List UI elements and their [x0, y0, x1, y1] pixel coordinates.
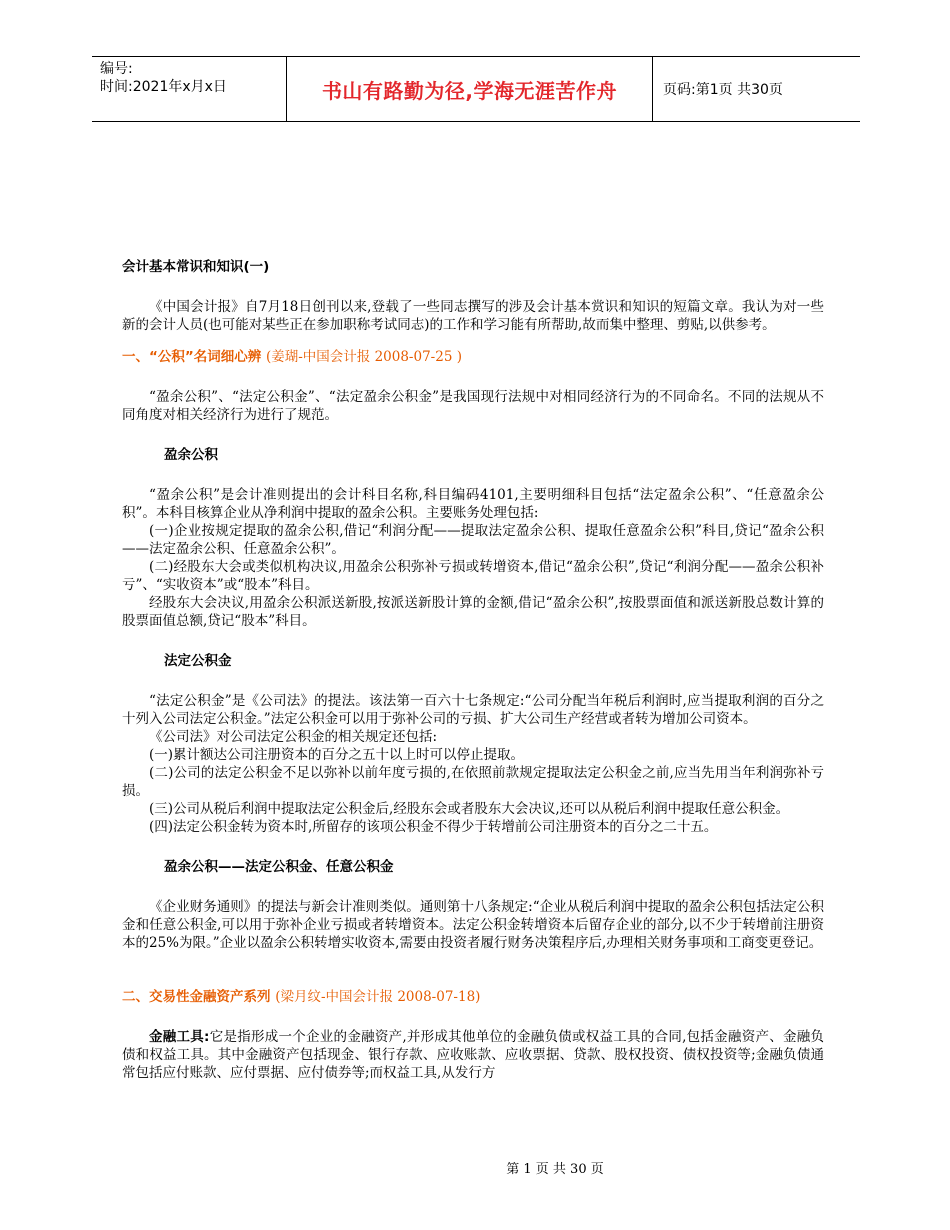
subheading-surplus-reserve: 盈余公积: [164, 447, 218, 463]
statutory-paragraph: (四)法定公积金转为资本时,所留存的该项公积金不得少于转增前公司注册资本的百分之二十五。: [149, 819, 718, 835]
intro-paragraph: 《中国会计报》自7月18日创刊以来,登载了一些同志撰写的涉及会计基本赏识和知识的短篇文章。我认为对一些新的会计人员(也可能对某些正在参加职称考试同志)的工作和学习能有所帮助,故而集中整理、剪贴,以供参考。: [122, 299, 824, 333]
header-meta: [92, 57, 287, 121]
general-rules-paragraph: 《企业财务通则》的提法与新会计准则类似。通则第十八条规定:“企业从税后利润中提取的盈余公积包括法定公积金和任意公积金,可以用于弥补企业亏损或者转增资本。法定公积金转增资本后留存企业的部分,以不少于转增前注册资本的25%为限。”企业以盈余公积转增实收资本,需要由投资者履行财务决策程序后,办理相关财务事项和工商变更登记。: [122, 899, 824, 951]
surplus-paragraph: (二)经股东大会或类似机构决议,用盈余公积弥补亏损或转增资本,借记“盈余公积”,贷记“利润分配——盈余公积补亏”、“实收资本”或“股本”科目。: [122, 559, 824, 593]
statutory-paragraph: (二)公司的法定公积金不足以弥补以前年度亏损的,在依照前款规定提取法定公积金之前,应当先用当年利润弥补亏损。: [122, 765, 824, 799]
statutory-paragraph: (三)公司从税后利润中提取法定公积金后,经股东会或者股东大会决议,还可以从税后利润中提取任意公积金。: [149, 801, 790, 817]
page-header: [92, 56, 860, 122]
document-body: [122, 258, 824, 1082]
page-footer: 第 1 页 共 30 页: [506, 1162, 604, 1177]
subheading-surplus-statutory: 盈余公积——法定公积金、任意公积金: [164, 859, 394, 875]
statutory-paragraph: 《公司法》对公司法定公积金的相关规定还包括:: [149, 729, 438, 745]
surplus-paragraph: (一)企业按规定提取的盈余公积,借记“利润分配——提取法定盈余公积、提取任意盈余公积”科目,贷记“盈余公积——法定盈余公积、任意盈余公积”。: [122, 523, 824, 557]
doc-title: 会计基本常识和知识(一): [122, 259, 270, 275]
financial-instrument-paragraph: [122, 1028, 824, 1082]
section-1-heading: [122, 348, 824, 366]
section-1-title: 一、“公积”名词细心辨: [122, 349, 262, 365]
doc-time-label: 时间:2021年x月x日: [100, 79, 227, 95]
section-2-heading: [122, 988, 824, 1006]
section-2-source: (梁月纹-中国会计报 2008-07-18): [275, 989, 481, 1005]
doc-number-label: 编号:: [100, 61, 133, 77]
surplus-paragraph: 经股东大会决议,用盈余公积派送新股,按派送新股计算的金额,借记“盈余公积”,按股票面值和派送新股总数计算的股票面值总额,贷记“股本”科目。: [122, 595, 824, 629]
statutory-paragraph: “法定公积金”是《公司法》的提法。该法第一百六十七条规定:“公司分配当年税后利润时,应当提取利润的百分之十列入公司法定公积金。”法定公积金可以用于弥补公司的亏损、扩大公司生产经营或者转为增加公司资本。: [122, 693, 824, 727]
header-page-info: 页码:第1页 共30页: [663, 82, 783, 98]
statutory-paragraph: (一)累计额达公司注册资本的百分之五十以上时可以停止提取。: [149, 747, 525, 763]
financial-instrument-term: 金融工具:: [149, 1029, 210, 1045]
section-1-paragraph: “盈余公积”、“法定公积金”、“法定盈余公积金”是我国现行法规中对相同经济行为的不同命名。不同的法规从不同角度对相关经济行为进行了规范。: [122, 389, 824, 423]
surplus-paragraph: “盈余公积”是会计准则提出的会计科目名称,科目编码4101,主要明细科目包括“法定盈余公积”、“任意盈余公积”。本科目核算企业从净利润中提取的盈余公积。主要账务处理包括:: [122, 487, 824, 521]
subheading-statutory-reserve: 法定公积金: [164, 653, 232, 669]
section-2-title: 二、交易性金融资产系列: [122, 989, 271, 1005]
section-1-source: (姜瑚-中国会计报 2008-07-25 ): [265, 349, 462, 365]
financial-instrument-text: 它是指形成一个企业的金融资产,并形成其他单位的金融负债或权益工具的合同,包括金融资产、金融负债和权益工具。其中金融资产包括现金、银行存款、应收账款、应收票据、贷款、股权投资、债权投资等;金融负债通常包括应付账款、应付票据、应付债券等;而权益工具,从发行方: [122, 1029, 824, 1081]
header-motto: 书山有路勤为径,学海无涯苦作舟: [287, 57, 653, 121]
